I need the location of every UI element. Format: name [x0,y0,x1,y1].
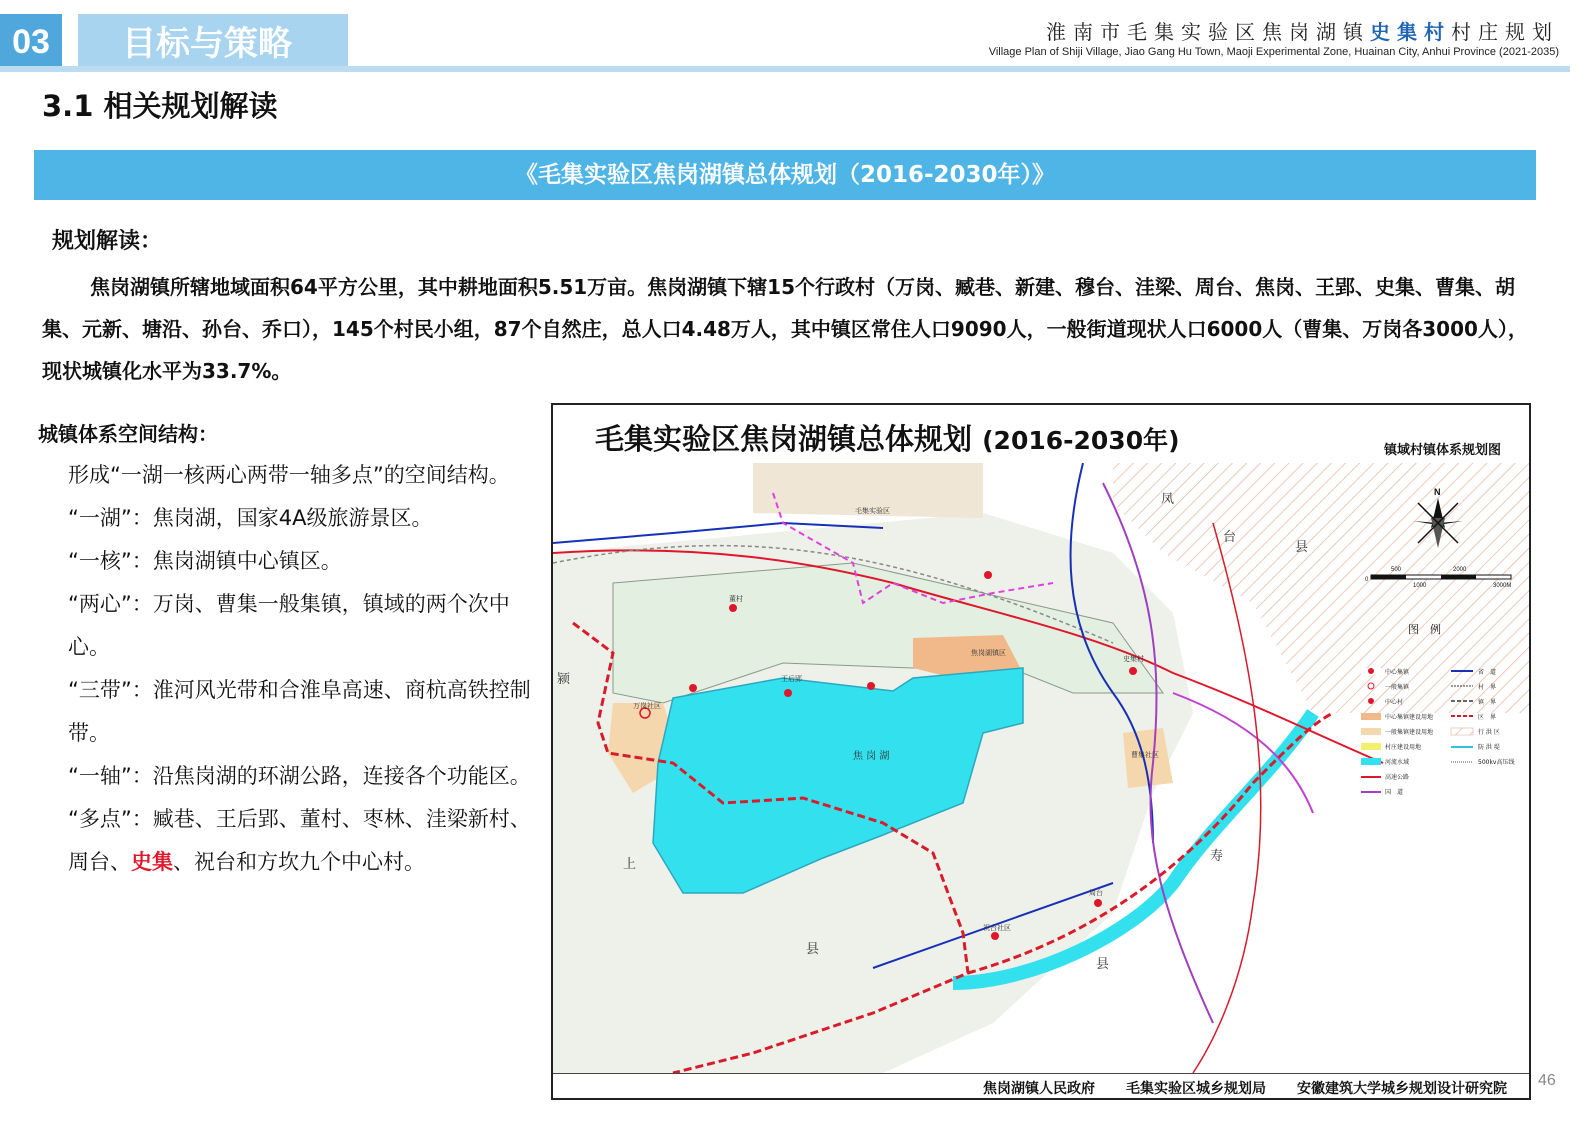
village-center-dot [689,684,697,692]
structure-last-post: 、祝台和方坎九个中心村。 [173,850,425,874]
interpretation-body: 焦岗湖镇所辖地域面积64平方公里，其中耕地面积5.51万亩。焦岗湖镇下辖15个行政村（万岗、臧巷、新建、穆台、洼梁、周台、焦岗、王郢、史集、曹集、胡集、元新、塘沿、孙台、乔口），145个村民小组，87个自然庄，总人口4.48万人，其中镇区常住人口9090人，一般街道现状人口6000人（曹集、万岗各3000人），现状城镇化水平为33.7%。 [42,275,1528,383]
structure-item: “一湖”：焦岗湖，国家4A级旅游景区。 [68,506,433,530]
structure-section [38,414,548,884]
region-label: 县 [1096,957,1110,972]
map-subtitle: 镇域村镇体系规划图 [1383,443,1501,458]
page-title: 3.1 相关规划解读 [42,89,278,123]
structure-intro [38,454,548,497]
project-title-pre: 淮南市毛集实验区焦岗湖镇 [1046,20,1370,44]
structure-label: 城镇体系空间结构： [38,422,218,446]
legend-item: 中心集镇建设用地 [1385,714,1434,721]
svg-text:1000: 1000 [1413,583,1427,589]
org-label: 毛集实验区城乡规划局 [1126,1081,1266,1097]
legend-item: 区 界 [1478,714,1497,721]
lake-label: 焦 岗 湖 [853,751,890,762]
structure-item: “一轴”：沿焦岗湖的环湖公路，连接各个功能区。 [68,764,531,788]
structure-item: “三带”：淮河风光带和合淮阜高速、商杭高铁控制带。 [68,678,531,745]
structure-item: “两心”：万岗、曹集一般集镇，镇域的两个次中心。 [68,592,510,659]
svg-text:2000: 2000 [1453,567,1467,573]
village-center-dot [1129,667,1137,675]
region-label: 寿 [1210,849,1224,864]
village-center-dot [991,932,999,940]
legend-item: 中心村 [1385,699,1404,706]
village-center-dot [867,682,875,690]
svg-text:N: N [1434,487,1441,497]
region-label: 台 [1223,530,1237,545]
structure-item-last [38,798,548,884]
legend-item: 镇 界 [1478,699,1497,706]
place-label: 焦岗湖镇区 [971,649,1006,657]
legend-item: 高速公路 [1385,774,1410,781]
structure-item: “一核”：焦岗湖镇中心镇区。 [68,549,342,573]
project-title-highlight: 史集村 [1370,20,1451,44]
legend-item: 一般集镇建设用地 [1385,729,1434,736]
place-label: 祝台社区 [983,924,1011,932]
project-title-cn [1046,16,1559,45]
org-label: 安徽建筑大学城乡规划设计研究院 [1297,1081,1507,1097]
legend-item: 一般集镇 [1385,684,1410,691]
village-center-dot [984,571,992,579]
svg-text:3000M: 3000M [1493,583,1512,589]
map-title-text: 毛集实验区焦岗湖镇总体规划 [595,422,973,456]
legend-title: 图 例 [1408,623,1441,636]
map-drawing [553,463,1529,1073]
place-label: 王后郢 [781,675,802,683]
place-label: 万岗社区 [633,702,661,710]
map-title [595,417,1180,458]
planning-map [551,403,1531,1100]
legend-item: 500kv高压线 [1478,759,1515,766]
region-label: 上 [623,857,637,872]
svg-text:0: 0 [1365,577,1369,583]
plan-banner: 《毛集实验区焦岗湖镇总体规划（2016-2030年）》 [34,150,1536,200]
legend-item: 村 界 [1478,684,1497,691]
project-title-en: Village Plan of Shiji Village, Jiao Gang Hu Town, Maoji Experimental Zone, Huainan City, Anhui Province (2021-2035) [988,46,1559,58]
legend-item: 国 道 [1385,789,1404,796]
project-title-post: 村庄规划 [1451,20,1559,44]
region-label: 颍 [557,672,571,687]
region-label: 县 [1295,540,1309,555]
header-rule [0,66,1570,72]
place-label: 毛集实验区 [855,507,890,515]
place-label: 周台 [1089,889,1103,897]
section-number: 03 [0,14,62,70]
structure-last-highlight: 史集 [131,850,173,874]
place-label: 曹集社区 [1131,751,1159,759]
legend-item: 中心集镇 [1385,669,1410,676]
legend-item: 省 道 [1478,669,1497,676]
section-title-tab: 目标与策略 [78,14,348,70]
place-label: 史集村 [1123,655,1144,663]
region-label: 县 [806,942,820,957]
org-label: 焦岗湖镇人民政府 [983,1081,1095,1097]
header-gap [62,14,78,70]
interpretation-label: 规划解读： [52,229,163,254]
village-center-dot [784,689,792,697]
map-title-year: (2016-2030年) [982,426,1180,455]
legend-item: 防 洪 堤 [1478,744,1500,751]
page-number: 46 [1538,1072,1556,1089]
legend-item: 河流水域 [1385,759,1410,766]
structure-intro-text: 形成“一湖一核两心两带一轴多点”的空间结构。 [68,463,510,487]
structure-last-pre: “多点”：臧巷、王后郢、董村、枣林、洼梁新村、周台、 [68,807,531,874]
legend-item: 行 洪 区 [1478,729,1500,736]
village-center-dot [1094,899,1102,907]
place-label: 董村 [729,595,743,603]
map-footer [553,1073,1529,1100]
svg-text:500: 500 [1391,567,1402,573]
legend-item: 村庄建设用地 [1385,744,1422,751]
region-label: 凤 [1161,492,1175,507]
village-center-dot [729,604,737,612]
